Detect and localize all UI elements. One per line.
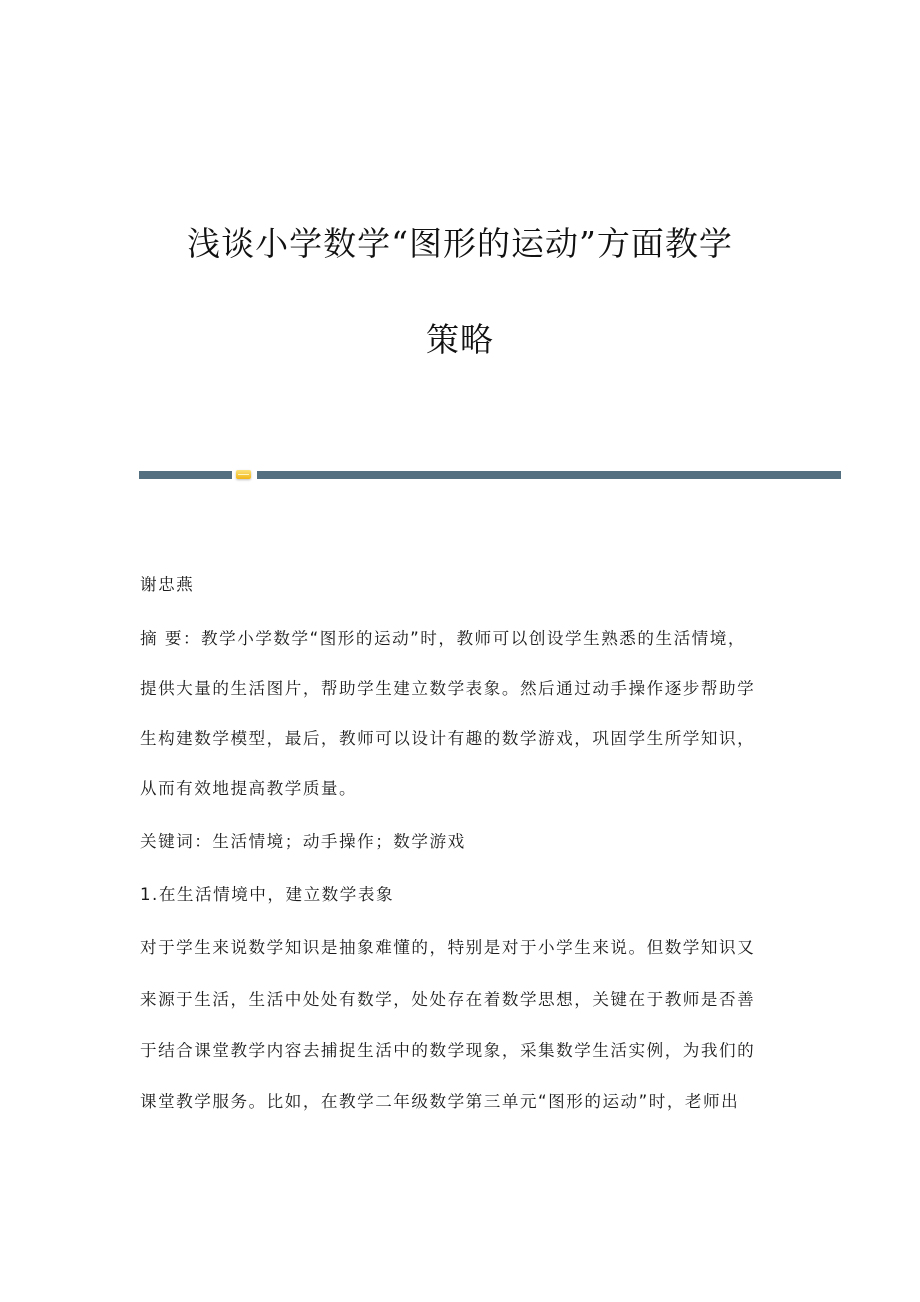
section-heading: 1.在生活情境中，建立数学表象 bbox=[140, 885, 395, 904]
title-divider bbox=[139, 470, 841, 480]
abstract-line: 摘 要：教学小学数学“图形的运动”时，教师可以创设学生熟悉的生活情境， bbox=[140, 629, 746, 648]
abstract-line: 提供大量的生活图片，帮助学生建立数学表象。然后通过动手操作逐步帮助学 bbox=[140, 679, 756, 698]
document-title-line-2: 策略 bbox=[426, 320, 494, 359]
author-name: 谢忠燕 bbox=[140, 575, 195, 594]
body-line: 对于学生来说数学知识是抽象难懂的，特别是对于小学生来说。但数学知识又 bbox=[140, 938, 756, 957]
divider-bar-left bbox=[139, 471, 232, 479]
abstract-line: 从而有效地提高教学质量。 bbox=[140, 779, 358, 798]
gold-bar-ornament-icon bbox=[236, 470, 251, 479]
abstract-line: 生构建数学模型，最后，教师可以设计有趣的数学游戏，巩固学生所学知识， bbox=[140, 729, 756, 748]
body-line: 于结合课堂教学内容去捕捉生活中的数学现象，采集数学生活实例，为我们的 bbox=[140, 1041, 756, 1060]
divider-bar-right bbox=[257, 471, 841, 479]
document-title-line-1: 浅谈小学数学“图形的运动”方面教学 bbox=[187, 224, 733, 263]
body-line: 来源于生活，生活中处处有数学，处处存在着数学思想，关键在于教师是否善 bbox=[140, 990, 756, 1009]
keywords: 关键词：生活情境；动手操作；数学游戏 bbox=[140, 832, 466, 851]
body-line: 课堂教学服务。比如，在教学二年级数学第三单元“图形的运动”时，老师出 bbox=[140, 1092, 740, 1111]
